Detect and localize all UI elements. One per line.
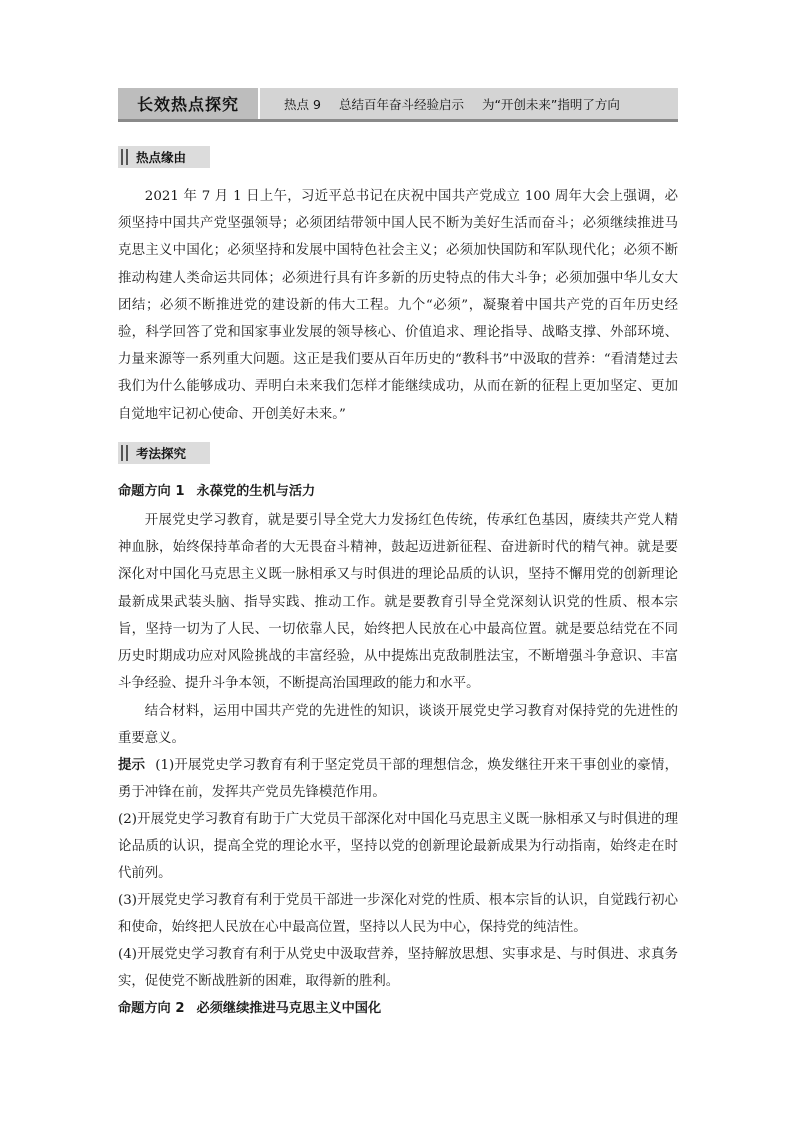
direction1-tip-1 (118, 752, 678, 806)
header-tag: 长效热点探究 (118, 88, 260, 119)
tip-label: 提示 (118, 758, 146, 773)
section-marker-icon (121, 445, 128, 461)
direction1-tip-2: (2)开展党史学习教育有助于广大党员干部深化对中国化马克思主义既一脉相承又与时俱进的理论品质的认识，提高全党的理论水平，坚持以党的创新理论最新成果为行动指南，始终走在时代前列。 (118, 812, 678, 882)
direction1-label: 命题方向 1 (118, 484, 185, 499)
tip-1-text: (1)开展党史学习教育有利于坚定党员干部的理想信念，焕发继往开来干事创业的豪情，勇于冲锋在前，发挥共产党员先锋模范作用。 (118, 758, 678, 801)
header-bar (118, 88, 678, 122)
section-heading-origin-label: 热点缘由 (136, 150, 187, 165)
hotspot-number: 热点 9 (284, 96, 321, 112)
header-title (284, 88, 620, 119)
direction1-tip-3: (3)开展党史学习教育有利于党员干部进一步深化对党的性质、根本宗旨的认识，自觉践行初心和使命，始终把人民放在心中最高位置，坚持以人民为中心，保持党的纯洁性。 (118, 893, 678, 936)
section-heading-exam-label: 考法探究 (136, 446, 187, 461)
direction2-heading (118, 998, 678, 1020)
direction1-heading (118, 481, 678, 503)
hotspot-title-part2: 为“开创未来”指明了方向 (481, 96, 620, 112)
section-heading-origin (118, 146, 210, 168)
direction1-material: 开展党史学习教育，就是要引导全党大力发扬红色传统，传承红色基因，赓续共产党人精神血脉，始终保持革命者的大无畏奋斗精神，鼓起迈进新征程、奋进新时代的精气神。就是要深化对中国化马克思主义既一脉相承又与时俱进的理论品质的认识，坚持不懈用党的创新理论最新成果武装头脑、指导实践、推动工作。就是要教育引导全党深刻认识党的性质、根本宗旨，坚持一切为了人民、一切依靠人民，始终把人民放在心中最高位置。就是要总结党在不同历史时期成功应对风险挑战的丰富经验，从中提炼出克敌制胜法宝，不断增强斗争意识、丰富斗争经验、提升斗争本领，不断提高治国理政的能力和水平。 (118, 513, 678, 692)
direction2-label: 命题方向 2 (118, 1001, 185, 1016)
direction1-tip-4: (4)开展党史学习教育有利于从党史中汲取营养，坚持解放思想、实事求是、与时俱进、求真务实，促使党不断战胜新的困难，取得新的胜利。 (118, 947, 678, 990)
direction1-question: 结合材料，运用中国共产党的先进性的知识，谈谈开展党史学习教育对保持党的先进性的重要意义。 (118, 704, 678, 747)
direction1-title: 永葆党的生机与活力 (196, 484, 316, 499)
direction2-title: 必须继续推进马克思主义中国化 (196, 1001, 382, 1016)
section-marker-icon (121, 149, 128, 165)
origin-paragraph: 2021 年 7 月 1 日上午，习近平总书记在庆祝中国共产党成立 100 周年大会上强调，必须坚持中国共产党坚强领导；必须团结带领中国人民不断为美好生活而奋斗；必须继续推进马克思主义中国化；必须坚持和发展中国特色社会主义；必须加快国防和军队现代化；必须不断推动构建人类命运共同体；必须进行具有许多新的历史特点的伟大斗争；必须加强中华儿女大团结；必须不断推进党的建设新的伟大工程。九个“必须”，凝聚着中国共产党的百年历史经验，科学回答了党和国家事业发展的领导核心、价值追求、理论指导、战略支撑、外部环境、力量来源等一系列重大问题。这正是我们要从百年历史的“教科书”中汲取的营养：“看清楚过去我们为什么能够成功、弄明白未来我们怎样才能继续成功，从而在新的征程上更加坚定、更加自觉地牢记初心使命、开创美好未来。” (118, 189, 678, 422)
section-heading-exam (118, 442, 210, 464)
hotspot-title-part1: 总结百年奋斗经验启示 (338, 96, 464, 112)
